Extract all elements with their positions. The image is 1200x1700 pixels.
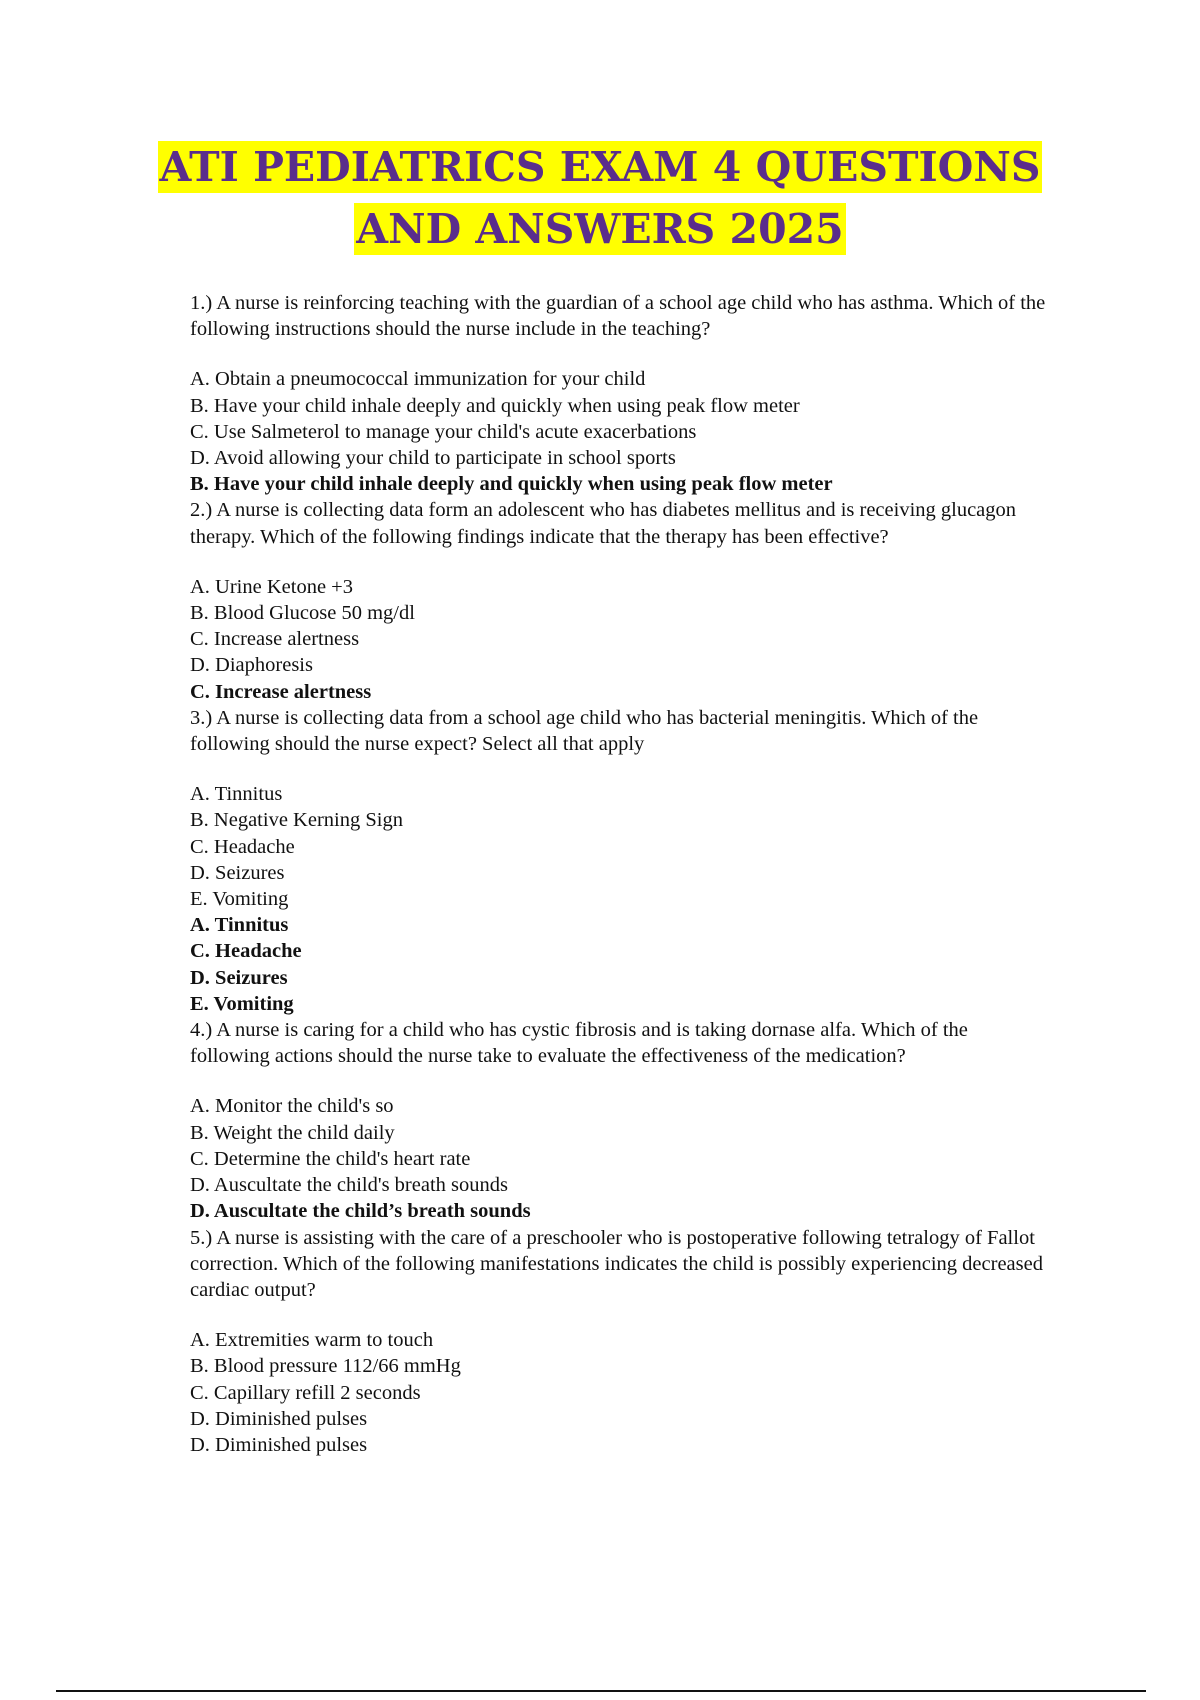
question-1 [190, 290, 1050, 497]
option: A. Tinnitus [190, 783, 283, 806]
question-text: 5.) A nurse is assisting with the care of a preschooler who is postoperative following tetralogy of Fallot correction. Which of the following manifestations indicates the child is possibly experiencing decreased cardiac output? [190, 1226, 1043, 1301]
title-line-2: AND ANSWERS 2025 [356, 205, 844, 253]
option: C. Determine the child's heart rate [190, 1147, 471, 1170]
option: B. Blood Glucose 50 mg/dl [190, 602, 415, 625]
answer: C. Headache [190, 940, 302, 963]
question-text: 3.) A nurse is collecting data from a school age child who has bacterial meningitis. Which of the following should the nurse expect? Select all that apply [190, 706, 979, 756]
option: C. Headache [190, 835, 295, 858]
question-text: 1.) A nurse is reinforcing teaching with the guardian of a school age child who has asthma. Which of the following instructions should the nurse include in the teaching? [190, 292, 1046, 341]
answer: C. Increase alertness [190, 680, 372, 703]
question-text: 2.) A nurse is collecting data form an adolescent who has diabetes mellitus and is receiving glucagon therapy. Which of the following findings indicate that the therapy has been effective? [190, 499, 1017, 548]
option: E. Vomiting [190, 888, 289, 911]
question-3 [190, 705, 1050, 1017]
answer: D. Diminished pulses [190, 1433, 368, 1456]
option: B. Weight the child daily [190, 1121, 395, 1144]
option: C. Capillary refill 2 seconds [190, 1381, 421, 1404]
option: B. Have your child inhale deeply and quickly when using peak flow meter [190, 394, 800, 417]
option: A. Extremities warm to touch [190, 1329, 434, 1352]
question-4 [190, 1017, 1050, 1224]
answer: A. Tinnitus [190, 914, 289, 937]
option: B. Blood pressure 112/66 mmHg [190, 1355, 461, 1378]
option: D. Diaphoresis [190, 654, 313, 677]
option: D. Avoid allowing your child to participate in school sports [190, 447, 676, 470]
answer: E. Vomiting [190, 992, 294, 1015]
document-title [0, 136, 1200, 260]
question-5 [190, 1225, 1050, 1459]
option: B. Negative Kerning Sign [190, 809, 403, 832]
option: C. Increase alertness [190, 628, 360, 651]
footer-divider [56, 1690, 1146, 1692]
title-line-1: ATI PEDIATRICS EXAM 4 QUESTIONS [159, 143, 1041, 191]
answer: D. Seizures [190, 966, 288, 989]
option: D. Seizures [190, 861, 285, 884]
questions-list [190, 290, 1050, 1458]
question-2 [190, 497, 1050, 704]
option: C. Use Salmeterol to manage your child's acute exacerbations [190, 420, 697, 443]
option: D. Auscultate the child's breath sounds [190, 1174, 508, 1197]
option: A. Urine Ketone +3 [190, 575, 353, 598]
option: A. Obtain a pneumococcal immunization for your child [190, 368, 646, 391]
question-text: 4.) A nurse is caring for a child who has cystic fibrosis and is taking dornase alfa. Which of the following actions should the nurse take to evaluate the effectiveness of the medication? [190, 1019, 968, 1068]
option: D. Diminished pulses [190, 1407, 368, 1430]
answer: D. Auscultate the child’s breath sounds [190, 1200, 531, 1223]
option: A. Monitor the child's so [190, 1095, 394, 1118]
answer: B. Have your child inhale deeply and quickly when using peak flow meter [190, 473, 833, 496]
